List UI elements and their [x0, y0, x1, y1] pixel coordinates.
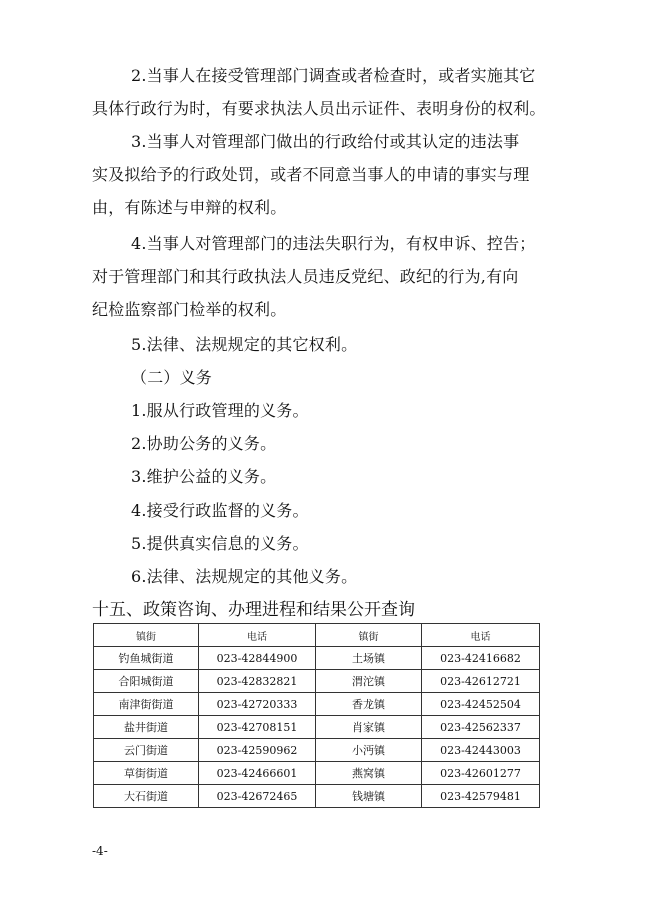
town-cell: 渭沱镇: [316, 670, 422, 693]
paragraph-line: 4.当事人对管理部门的违法失职行为，有权申诉、控告；: [131, 234, 536, 253]
column-header-phone: 电话: [422, 624, 540, 647]
town-cell: 云门街道: [94, 739, 199, 762]
table-row: [94, 739, 540, 762]
town-cell: 燕窝镇: [316, 762, 422, 785]
paragraph-line: 由，有陈述与申辩的权利。: [92, 198, 287, 217]
table-row: [94, 762, 540, 785]
phone-cell: 023-42452504: [422, 693, 540, 716]
town-cell: 南津街街道: [94, 693, 199, 716]
paragraph-line: 3.当事人对管理部门做出的行政给付或其认定的违法事: [131, 132, 520, 151]
phone-cell: 023-42466601: [199, 762, 316, 785]
section-heading: 十五、政策咨询、办理进程和结果公开查询: [92, 600, 415, 620]
list-item: 5.提供真实信息的义务。: [131, 534, 309, 553]
town-cell: 盐井街道: [94, 716, 199, 739]
town-cell: 合阳城街道: [94, 670, 199, 693]
phone-cell: 023-42562337: [422, 716, 540, 739]
town-cell: 草街街道: [94, 762, 199, 785]
subsection-title: （二）义务: [131, 368, 213, 387]
list-item: 1.服从行政管理的义务。: [131, 401, 309, 420]
paragraph-line: 实及拟给予的行政处罚，或者不同意当事人的申请的事实与理: [92, 165, 530, 184]
phone-cell: 023-42612721: [422, 670, 540, 693]
phone-cell: 023-42672465: [199, 785, 316, 808]
phone-cell: 023-42590962: [199, 739, 316, 762]
town-cell: 钓鱼城街道: [94, 647, 199, 670]
town-cell: 香龙镇: [316, 693, 422, 716]
paragraph-line: 2.当事人在接受管理部门调查或者检查时，或者实施其它: [131, 66, 536, 85]
town-cell: 肖家镇: [316, 716, 422, 739]
list-item: 4.接受行政监督的义务。: [131, 501, 309, 520]
list-item: 2.协助公务的义务。: [131, 434, 277, 453]
column-header-town: 镇街: [316, 624, 422, 647]
table-row: [94, 693, 540, 716]
table-row: [94, 670, 540, 693]
column-header-town: 镇街: [94, 624, 199, 647]
column-header-phone: 电话: [199, 624, 316, 647]
paragraph-line: 具体行政行为时，有要求执法人员出示证件、表明身份的权利。: [92, 99, 546, 118]
paragraph-line: 5.法律、法规规定的其它权利。: [131, 335, 358, 354]
phone-cell: 023-42601277: [422, 762, 540, 785]
phone-cell: 023-42443003: [422, 739, 540, 762]
town-cell: 钱塘镇: [316, 785, 422, 808]
phone-cell: 023-42832821: [199, 670, 316, 693]
phone-cell: 023-42708151: [199, 716, 316, 739]
list-item: 6.法律、法规规定的其他义务。: [131, 567, 358, 586]
paragraph-line: 对于管理部门和其行政执法人员违反党纪、政纪的行为,有向: [92, 267, 519, 286]
town-cell: 大石街道: [94, 785, 199, 808]
table-row: [94, 716, 540, 739]
town-cell: 土场镇: [316, 647, 422, 670]
table-row: [94, 785, 540, 808]
table-row: [94, 647, 540, 670]
phone-cell: 023-42416682: [422, 647, 540, 670]
contact-table: [93, 623, 540, 808]
phone-cell: 023-42579481: [422, 785, 540, 808]
table-header-row: [94, 624, 540, 647]
phone-cell: 023-42844900: [199, 647, 316, 670]
town-cell: 小沔镇: [316, 739, 422, 762]
paragraph-line: 纪检监察部门检举的权利。: [92, 300, 287, 319]
phone-cell: 023-42720333: [199, 693, 316, 716]
page-number: -4-: [92, 844, 108, 858]
list-item: 3.维护公益的义务。: [131, 467, 277, 486]
